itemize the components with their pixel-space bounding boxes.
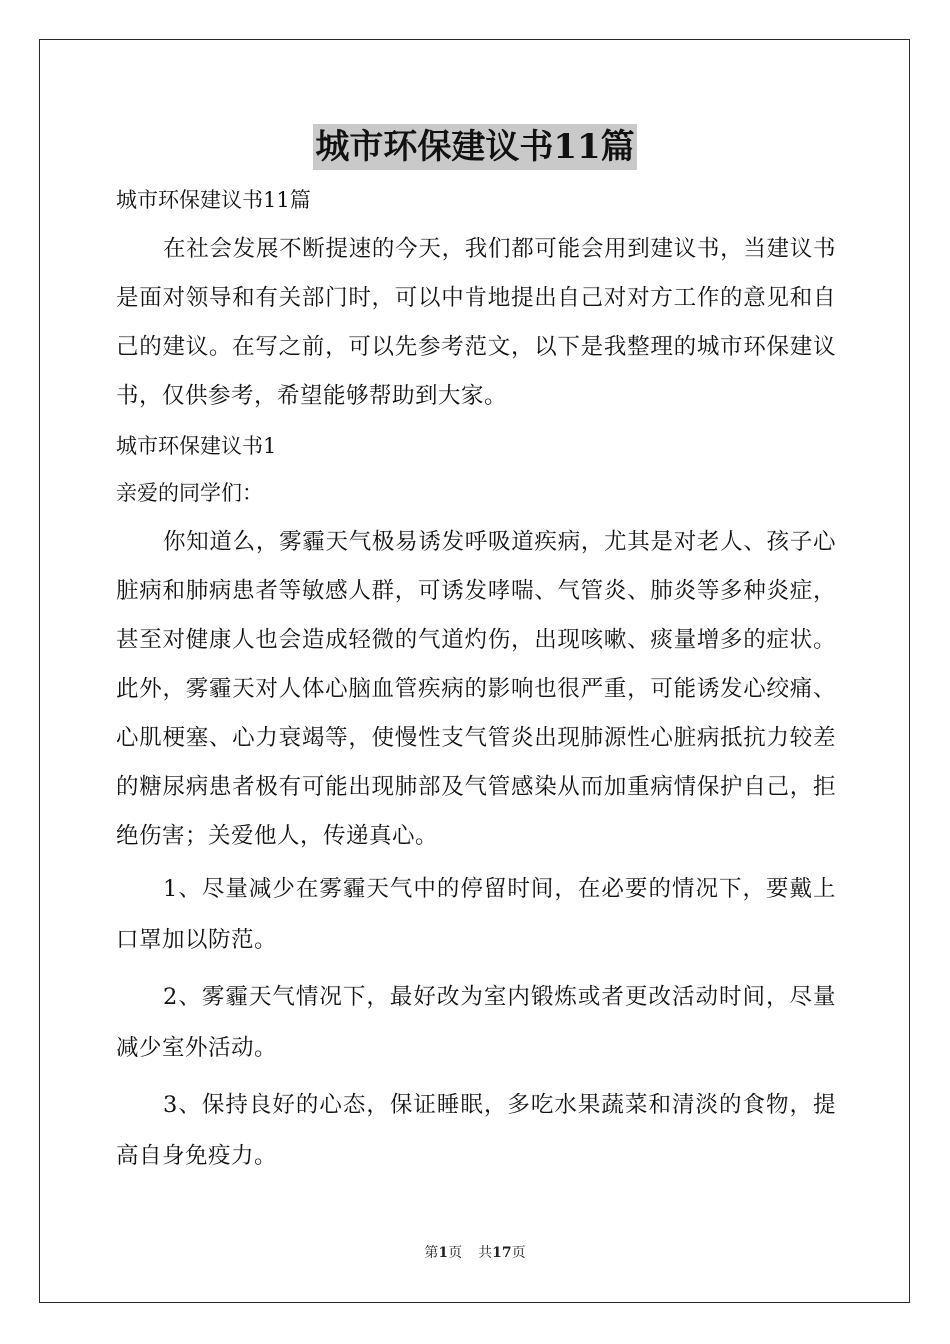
document-title: 城市环保建议书11篇	[313, 124, 636, 170]
list-item: 2、雾霾天气情况下，最好改为室内锻炼或者更改活动时间，尽量减少室外活动。	[116, 984, 836, 1061]
page-number-suffix: 页	[448, 1245, 463, 1261]
total-pages-suffix: 页	[511, 1245, 526, 1261]
document-body	[116, 178, 836, 1182]
document-subtitle: 城市环保建议书11篇	[116, 188, 311, 212]
section-heading: 城市环保建议书1	[116, 434, 277, 458]
list-item: 3、保持良好的心态，保证睡眠，多吃水果蔬菜和清淡的食物，提高自身免疫力。	[116, 1092, 836, 1169]
page-number-prefix: 第	[424, 1245, 439, 1261]
page-footer	[0, 1243, 950, 1263]
body-paragraph: 你知道么，雾霾天气极易诱发呼吸道疾病，尤其是对老人、孩子心脏病和肺病患者等敏感人群，可诱发哮喘、气管炎、肺炎等多种炎症，甚至对健康人也会造成轻微的气道灼伤，出现咳嗽、痰量增多的症状。此外，雾霾天对人体心脑血管疾病的影响也很严重，可能诱发心绞痛、心肌梗塞、心力衰竭等，使慢性支气管炎出现肺源性心脏病抵抗力较差的糖尿病患者极有可能出现肺部及气管感染从而加重病情保护自己，拒绝伤害；关爱他人，传递真心。	[116, 529, 836, 849]
total-pages: 17	[492, 1245, 512, 1261]
intro-paragraph: 在社会发展不断提速的今天，我们都可能会用到建议书，当建议书是面对领导和有关部门时，可以中肯地提出自己对对方工作的意见和自己的建议。在写之前，可以先参考范文，以下是我整理的城市环保建议书，仅供参考，希望能够帮助到大家。	[116, 236, 836, 409]
title-container	[0, 124, 950, 170]
salutation: 亲爱的同学们：	[116, 481, 263, 505]
list-item: 1、尽量减少在雾霾天气中的停留时间，在必要的情况下，要戴上口罩加以防范。	[116, 876, 836, 953]
total-pages-prefix: 共	[478, 1245, 493, 1261]
page-number: 1	[438, 1245, 449, 1261]
